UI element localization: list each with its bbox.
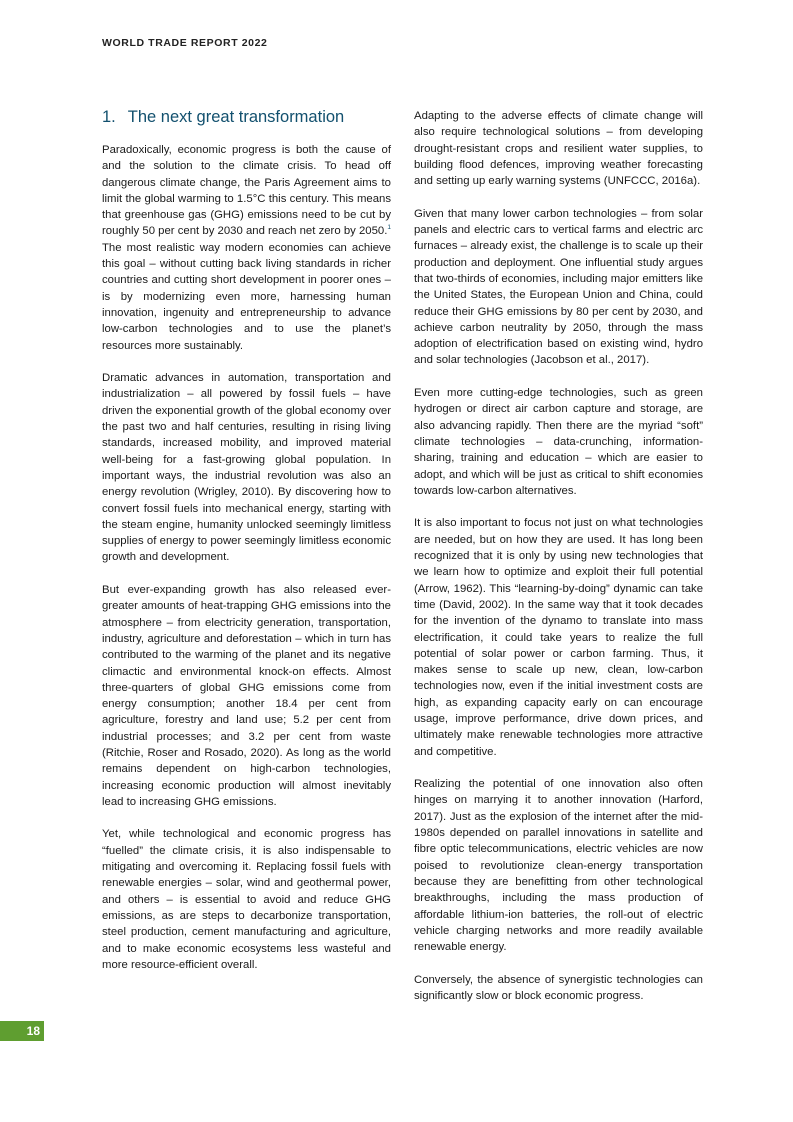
- paragraph: [102, 142, 391, 354]
- paragraph: Dramatic advances in automation, transportation and industrialization – all powered by fossil fuels – have driven the exponential growth of the global economy over the past two and half centuries, resulting in rising living standards, increased mobility, and improved material well-being for a fast-growing global population. In important ways, the industrial revolution was also an energy revolution (Wrigley, 2010). By discovering how to convert fossil fuels into mechanical energy, starting with the steam engine, humanity unlocked seemingly limitless supplies of energy to power seemingly limitless economic growth and development.: [102, 372, 391, 564]
- page-number: 18: [26, 1024, 40, 1038]
- section-title: The next great transformation: [127, 108, 345, 126]
- paragraph: Even more cutting-edge technologies, such as green hydrogen or direct air carbon capture and storage, are also advancing rapidly. Then there are the myriad “soft” climate technologies – data-crunching, information-sharing, training and education – which are easier to adopt, and which will be just as critical to shift economies towards low-carbon alternatives.: [414, 387, 703, 497]
- section-heading: [102, 106, 391, 128]
- paragraph: But ever-expanding growth has also released ever-greater amounts of heat-trapping GHG emissions into the atmosphere – from electricity generation, transportation, industry, agriculture and deforestation – which in turn has contributed to the warming of the planet and its negative climactic and environmental knock-on effects. Almost three-quarters of global GHG emissions come from energy consumption; another 18.4 per cent from agriculture, forestry and land use; 5.2 per cent from industrial processes; and 3.2 per cent from waste (Ritchie, Roser and Rosado, 2020). As long as the world remains dependent on high-carbon technologies, increasing economic production will almost inevitably lead to increasing GHG emissions.: [102, 584, 391, 808]
- right-column: [414, 108, 703, 1004]
- paragraph: Realizing the potential of one innovation also often hinges on marrying it to another innovation (Harford, 2017). Just as the explosion of the internet after the mid-1980s depended on parallel innovations in satellite and fibre optic telecommunications, electric vehicles are now poised to revolutionize clean-energy transportation because they are benefitting from other technological breakthroughs, including the mass production of affordable lithium-ion batteries, the roll-out of electric vehicle charging networks and more readily available renewable energy.: [414, 778, 703, 954]
- paragraph-text: Paradoxically, economic progress is both the cause of and the solution to the climate crisis. To head off dangerous climate change, the Paris Agreement aims to limit the global warming to 1.5°C this century. This means that greenhouse gas (GHG) emissions need to be cut by roughly 50 per cent by 2030 and reach net zero by 2050.: [102, 144, 391, 238]
- page-number-tab: [0, 1021, 44, 1041]
- paragraph: Yet, while technological and economic progress has “fuelled” the climate crisis, it is also indispensable to mitigating and overcoming it. Replacing fossil fuels with renewable energies – solar, wind and geothermal power, and others – is essential to avoid and reduce GHG emissions, as are steps to decarbonize transportation, steel production, cement manufacturing and agriculture, and to make economic ecosystems less wasteful and more resource-efficient overall.: [102, 828, 391, 971]
- paragraph: Adapting to the adverse effects of climate change will also require technological solutions – from developing drought-resistant crops and resilient water supplies, to building flood defences, improving weather forecasting and setting up early warning systems (UNFCCC, 2016a).: [414, 110, 703, 188]
- footnote-marker[interactable]: 1: [387, 224, 391, 232]
- paragraph: Given that many lower carbon technologies – from solar panels and electric cars to vertical farms and electric arc furnaces – already exist, the challenge is to scale up their production and deployment. One influential study argues that two-thirds of economies, including major emitters like the United States, the European Union and China, could reduce their GHG emissions by 80 per cent by 2030, and achieve carbon neutrality by 2050, through the mass adoption of electrification based on existing wind, hydro and solar technologies (Jacobson et al., 2017).: [414, 207, 703, 367]
- section-number: 1.: [102, 108, 116, 126]
- paragraph-text: The most realistic way modern economies can achieve this goal – without cutting back living standards in richer countries and cutting short development in poorer ones – is by modernizing even more, harnessing human innovation, ingenuity and entrepreneurship to advance low-carbon technologies and to use the planet’s resources more sustainably.: [102, 241, 391, 352]
- running-title: WORLD TRADE REPORT 2022: [102, 37, 268, 49]
- left-column: [102, 106, 391, 973]
- paragraph: Conversely, the absence of synergistic technologies can significantly slow or block economic progress.: [414, 973, 703, 1003]
- paragraph: It is also important to focus not just on what technologies are needed, but on how they are used. It has long been recognized that it is only by using new technologies that we learn how to optimize and exploit their full potential (Arrow, 1962). This “learning-by-doing” dynamic can take time (David, 2002). In the same way that it took decades for the invention of the dynamo to translate into mass electrification, it could take years to realize the full potential of solar power or carbon farming. Thus, it makes sense to scale up new, clean, low-carbon technologies now, even if the initial investment costs are high, as expanding capacity early on can encourage usage, improve performance, drive down prices, and ultimately make renewable technologies more attractive and competitive.: [414, 517, 703, 758]
